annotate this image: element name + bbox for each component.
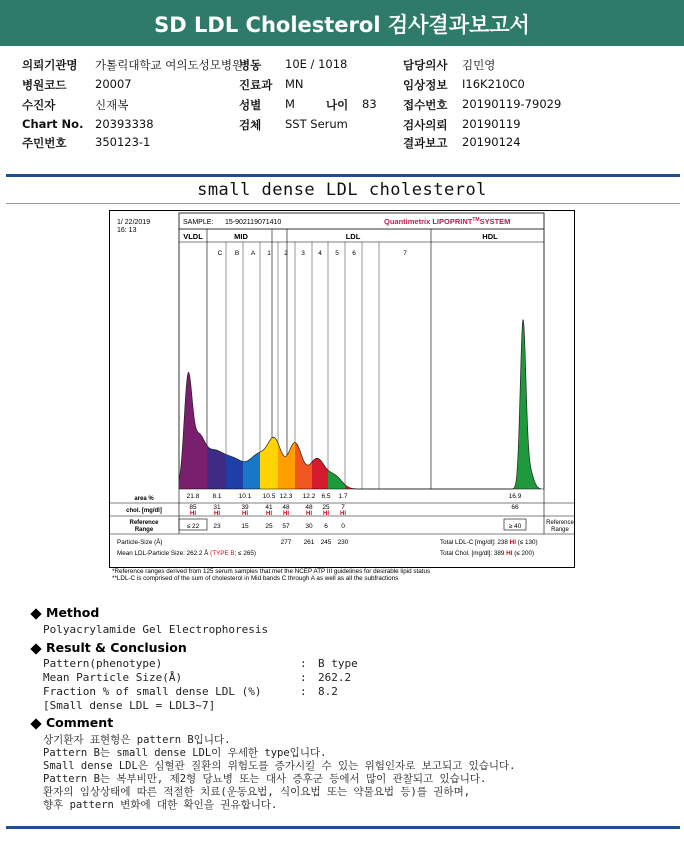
band-label: C (217, 250, 223, 257)
band-label: 2 (284, 250, 288, 257)
info-department-value: MN (285, 77, 304, 91)
group-label: LDL (345, 232, 361, 241)
total-ldl-c: Total LDL-C [mg/dl]: 238 HI (≤ 130) (440, 539, 538, 546)
cell-area: 8.1 (212, 493, 222, 500)
row-label-area: area % (134, 496, 154, 502)
diamond-bullet-icon (30, 718, 41, 729)
cell-flag: HI (266, 511, 272, 517)
particle-size-value: 245 (320, 539, 332, 546)
cell-chol: 25 (322, 504, 330, 511)
info-sex: 성별 (239, 98, 262, 112)
cell-area: 10.1 (238, 493, 252, 500)
cell-ref: 15 (241, 523, 249, 530)
cell-flag: HI (283, 511, 289, 517)
info-resident-no-value: 350123-1 (95, 135, 151, 149)
cell-area: 12.2 (302, 493, 316, 500)
result-note: [Small dense LDL = LDL3~7] (43, 699, 216, 712)
footnote-2: **LDL-C is comprised of the sum of cholesterol in Mid bands C through A as well as all the subfractions (112, 575, 399, 582)
section-title-rule (6, 203, 680, 204)
info-clinical-value: I16K210C0 (462, 77, 525, 91)
total-cholesterol: Total Chol. [mg/dl]: 389 HI (≤ 200) (440, 550, 535, 557)
result-row-value: 8.2 (318, 685, 338, 698)
info-chart-no-value: 20393338 (95, 117, 154, 131)
result-row-colon: : (300, 671, 307, 684)
info-institution: 의뢰기관명 (22, 58, 78, 72)
cell-area: 1.7 (338, 493, 348, 500)
band-label: 3 (301, 250, 305, 257)
cell-ref: 0 (341, 523, 345, 530)
info-age-value: 83 (362, 97, 377, 111)
divider-bottom (6, 826, 680, 829)
row-label-ref: Reference (129, 520, 159, 526)
footnote-1: *Reference ranges derived from 125 serum samples that met the NCEP ATP III guidelines for desirable lipid status (112, 568, 431, 575)
sample-id: 15-902119071410 (225, 219, 282, 226)
group-label: MID (234, 232, 248, 241)
cell-chol: 85 (189, 504, 197, 511)
band-label: 5 (335, 250, 339, 257)
band-label: A (250, 250, 256, 257)
result-row-colon: : (300, 685, 307, 698)
cell-ref: ≤ 22 (186, 523, 200, 530)
result-row-colon: : (300, 657, 307, 670)
comment-line: Pattern B는 복부비만, 제2형 당뇨병 또는 대사 증후군 등에서 많이 관찰되고 있습니다. (43, 773, 487, 785)
comment-line: Pattern B는 small dense LDL이 우세한 type입니다. (43, 747, 327, 759)
info-clinical: 임상정보 (403, 78, 448, 92)
result-row-label: Fraction % of small dense LDL (%) (43, 685, 262, 698)
cell-flag: HI (323, 511, 329, 517)
info-report-date-value: 20190124 (462, 135, 521, 149)
cell-flag: HI (306, 511, 312, 517)
cell-chol: 41 (265, 504, 273, 511)
sample-label: SAMPLE: (183, 219, 214, 226)
mean-particle-size: Mean LDL-Particle Size: 262.2 Å (TYPE B; ≤ 265) (117, 550, 256, 557)
info-institution-value: 가톨릭대학교 여의도성모병원 (95, 58, 244, 72)
info-chart-no: Chart No. (22, 117, 84, 131)
cell-ref: 6 (324, 523, 328, 530)
comment-line: 상기환자 표현형은 pattern B입니다. (43, 734, 231, 746)
info-request-date: 검사의뢰 (403, 118, 448, 132)
particle-size-value: 261 (303, 539, 315, 546)
result-row-value: 262.2 (318, 671, 352, 684)
cell-ref: 23 (213, 523, 221, 530)
result-row-label: Pattern(phenotype) (43, 657, 163, 670)
row-label-chol: chol. [mg/dl] (126, 508, 162, 514)
group-label: HDL (482, 232, 498, 241)
cell-flag: HI (214, 511, 220, 517)
row-label-ref-right: Reference (546, 520, 574, 526)
method-heading: Method (30, 605, 99, 620)
result-heading: Result & Conclusion (30, 640, 187, 655)
info-age: 나이 (326, 98, 349, 112)
info-report-date: 결과보고 (403, 136, 448, 150)
cell-area: 12.3 (279, 493, 293, 500)
cell-flag: HI (190, 511, 196, 517)
divider-top (6, 174, 680, 177)
cell-area: 10.5 (262, 493, 276, 500)
comment-line: 환자의 임상상태에 따른 적절한 치료(운동요법, 식이요법 또는 약물요법 등)를 권하며, (43, 786, 471, 798)
cell-flag: HI (340, 511, 346, 517)
band-label: B (234, 250, 240, 257)
info-ward-value: 10E / 1018 (285, 57, 348, 71)
particle-size-value: 230 (337, 539, 349, 546)
cell-chol: 7 (341, 504, 345, 511)
lipoprint-chart (109, 210, 575, 568)
cell-ref: 57 (282, 523, 290, 530)
info-resident-no: 주민번호 (22, 136, 67, 150)
band-label: 4 (318, 250, 322, 257)
info-hospital-code-value: 20007 (95, 77, 132, 91)
row-label-ref: Range (134, 527, 154, 533)
info-specimen-value: SST Serum (285, 117, 348, 131)
chart-date: 1/ 22/2019 (117, 219, 151, 226)
info-doctor: 담당의사 (403, 58, 448, 72)
band-label: 1 (267, 250, 271, 257)
cell-chol: 39 (241, 504, 249, 511)
cell-chol: 66 (511, 504, 519, 511)
diamond-bullet-icon (30, 643, 41, 654)
info-department: 진료과 (239, 78, 273, 92)
band-label: 6 (352, 250, 356, 257)
comment-line: Small dense LDL은 심혈관 질환의 위험도를 증가시킬 수 있는 위험인자로 보고되고 있습니다. (43, 760, 516, 772)
cell-ref: 25 (265, 523, 273, 530)
info-patient: 수진자 (22, 98, 56, 112)
row-label-ref-right: Range (551, 527, 569, 533)
comment-heading: Comment (30, 715, 113, 730)
diamond-bullet-icon (30, 608, 41, 619)
section-title: small dense LDL cholesterol (197, 180, 487, 200)
cell-chol: 48 (305, 504, 313, 511)
particle-size-label: Particle-Size (Å) (117, 539, 163, 546)
band-label: 7 (403, 250, 407, 257)
cell-area: 21.8 (186, 493, 200, 500)
particle-size-value: 277 (280, 539, 292, 546)
info-patient-value: 신재복 (95, 98, 129, 112)
group-label: VLDL (183, 232, 203, 241)
info-ward: 병동 (239, 58, 262, 72)
info-doctor-value: 김민영 (462, 58, 496, 72)
method-text: Polyacrylamide Gel Electrophoresis (43, 623, 269, 636)
info-sex-value: M (285, 97, 295, 111)
info-receipt: 접수번호 (403, 98, 448, 112)
cell-chol: 31 (213, 504, 221, 511)
cell-area: 6.5 (321, 493, 331, 500)
cell-flag: HI (242, 511, 248, 517)
title-bar (0, 0, 684, 46)
brand-logo: Quantimetrix LIPOPRINT™SYSTEM (384, 217, 511, 226)
cell-chol: 48 (282, 504, 290, 511)
cell-ref: 30 (305, 523, 313, 530)
info-receipt-value: 20190119-79029 (462, 97, 562, 111)
result-row-label: Mean Particle Size(Å) (43, 671, 183, 684)
info-request-date-value: 20190119 (462, 117, 521, 131)
cell-ref: ≥ 40 (508, 523, 522, 530)
cell-area: 16.9 (508, 493, 522, 500)
comment-line: 향후 pattern 변화에 대한 확인을 권유합니다. (43, 799, 278, 811)
info-hospital-code: 병원코드 (22, 78, 67, 92)
chart-time: 16: 13 (117, 227, 137, 234)
result-row-value: B type (318, 657, 358, 670)
report-title: SD LDL Cholesterol 검사결과보고서 (154, 13, 530, 37)
info-specimen: 검체 (239, 118, 262, 132)
